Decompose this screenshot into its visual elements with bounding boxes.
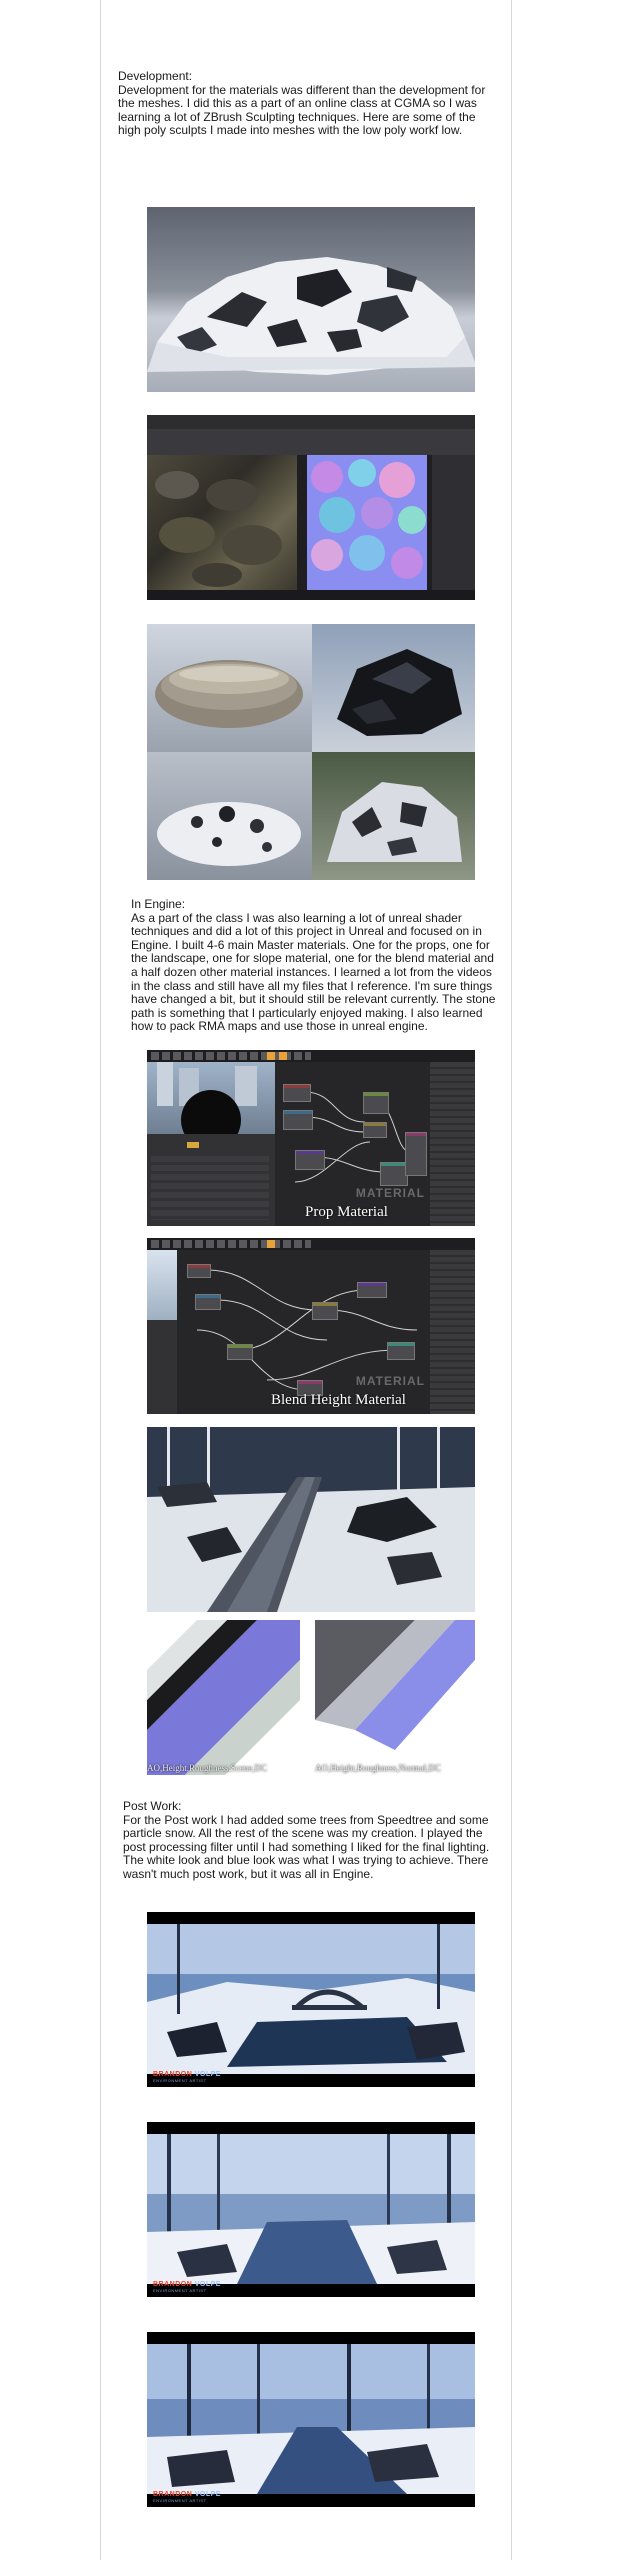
brand-first-name: BRANDON (153, 2281, 193, 2288)
in-engine-section (131, 898, 501, 1034)
post-work-heading: Post Work: (123, 1799, 182, 1813)
material-details-panel (147, 1320, 177, 1414)
rock-base-color-preview (147, 455, 297, 590)
brand-last-name: VOLPE (194, 2281, 221, 2288)
material-preview-viewport (147, 1062, 275, 1134)
snow-rock-cluster-graphic (312, 752, 475, 880)
graph-node (283, 1110, 313, 1130)
snow-rock-cluster-tile (312, 752, 475, 880)
development-section (118, 70, 498, 138)
material-details-panel (147, 1134, 275, 1226)
normal-map-graphic (307, 455, 427, 590)
brand-subtitle: ENVIRONMENT ARTIST (153, 2498, 207, 2503)
brand-first-name: BRANDON (153, 2491, 193, 2498)
material-preview-viewport (147, 1250, 177, 1320)
development-heading: Development: (118, 69, 193, 83)
graph-output-node (405, 1132, 427, 1176)
material-node-graph (275, 1062, 430, 1226)
palette-panel (430, 1062, 475, 1226)
stone-path-scene-image (147, 1427, 475, 1612)
final-render-stream-image (147, 2122, 475, 2297)
material-editor-toolbar (147, 1238, 475, 1250)
layered-rock-graphic (147, 624, 312, 752)
rock-sculpts-grid-image (147, 624, 475, 880)
texture-caption-right: AO,Height,Roughness,Normal,DC (315, 1763, 441, 1773)
rma-texture-swatch-right (315, 1620, 475, 1775)
material-editor-toolbar (147, 1050, 475, 1062)
graph-node (363, 1092, 389, 1114)
texture-strip-left-graphic (147, 1620, 300, 1775)
snow-mound-graphic (147, 752, 312, 880)
prop-material-caption: Prop Material (305, 1204, 388, 1220)
graph-node (312, 1302, 338, 1320)
snow-rock-sculpt-image (147, 207, 475, 392)
texture-swatches-image (147, 1620, 475, 1775)
editor-side-panel (432, 455, 475, 590)
texture-strip-right-graphic (315, 1620, 475, 1775)
final-render-stream-graphic (147, 2122, 475, 2297)
final-render-bridge-image (147, 1912, 475, 2087)
graph-node (380, 1162, 408, 1186)
graph-node (187, 1264, 211, 1278)
snow-mound-tile (147, 752, 312, 880)
material-node-graph (177, 1250, 430, 1414)
preview-sphere-graphic (147, 1062, 275, 1134)
final-render-forest-graphic (147, 2332, 475, 2507)
normal-map-preview (307, 455, 427, 590)
material-watermark: MATERIAL (355, 1186, 425, 1200)
graph-node (195, 1294, 221, 1310)
graph-node (227, 1344, 253, 1360)
editor-graph-strip (147, 429, 475, 455)
graph-node (357, 1282, 387, 1298)
final-render-bridge-graphic (147, 1912, 475, 2087)
palette-panel (430, 1250, 475, 1414)
editor-status-bar (147, 590, 475, 600)
brand-last-name: VOLPE (194, 2071, 221, 2078)
layered-rock-tile (147, 624, 312, 752)
blend-height-material-caption: Blend Height Material (271, 1392, 406, 1408)
texture-editor-screenshot (147, 415, 475, 600)
dark-rock-tile (312, 624, 475, 752)
blend-height-material-screenshot (147, 1238, 475, 1414)
final-render-forest-image (147, 2332, 475, 2507)
article-column (100, 0, 512, 2560)
editor-toolbar (147, 415, 475, 429)
prop-material-screenshot (147, 1050, 475, 1226)
snow-rock-sculpt-graphic (147, 207, 475, 392)
brandon-volpe-logo (153, 2491, 221, 2503)
in-engine-body: As a part of the class I was also learning a lot of unreal shader techniques and did a lot of this project in Unreal and focused on in Engine. I built 4-6 main Master materials. One for the props, one for the landscape, one for slope material, one for the blend material and a half dozen other material instances. I learned a lot from the videos in the class and still have all my files that I reference. I'm sure things have changed a bit, but it should still be relevant currently. The stone path is something that I particularly enjoyed making. I also learned how to pack RMA maps and use those in unreal engine. (131, 910, 496, 1034)
dark-rock-graphic (312, 624, 475, 752)
brandon-volpe-logo (153, 2281, 221, 2293)
brand-first-name: BRANDON (153, 2071, 193, 2078)
development-body: Development for the materials was different than the development for the meshes. I did this as a part of an online class at CGMA so I was learning a lot of ZBrush Sculpting techniques. Here are some of the high poly sculpts I made into meshes with the low poly workf low. (118, 82, 486, 138)
graph-node (283, 1084, 311, 1102)
rock-texture-graphic (147, 455, 297, 590)
graph-node (295, 1150, 325, 1170)
in-engine-heading: In Engine: (131, 897, 186, 911)
brand-subtitle: ENVIRONMENT ARTIST (153, 2078, 207, 2083)
rma-texture-swatch-left (147, 1620, 300, 1775)
brand-subtitle: ENVIRONMENT ARTIST (153, 2288, 207, 2293)
graph-node (363, 1122, 387, 1138)
brand-last-name: VOLPE (194, 2491, 221, 2498)
post-work-section (123, 1800, 503, 1882)
material-watermark: MATERIAL (355, 1374, 425, 1388)
stone-path-scene-graphic (147, 1427, 475, 1612)
brandon-volpe-logo (153, 2071, 221, 2083)
post-work-body: For the Post work I had added some trees from Speedtree and some particle snow. All the rest of the scene was my creation. I played the post processing filter until I had something I liked for the final lighting. The white look and blue look was what I was trying to achieve. There wasn't much post work, but it was all in Engine. (123, 1812, 490, 1881)
graph-node (387, 1342, 415, 1360)
texture-caption-left: AO,Height,Roughness,Scene,DC (147, 1763, 267, 1773)
